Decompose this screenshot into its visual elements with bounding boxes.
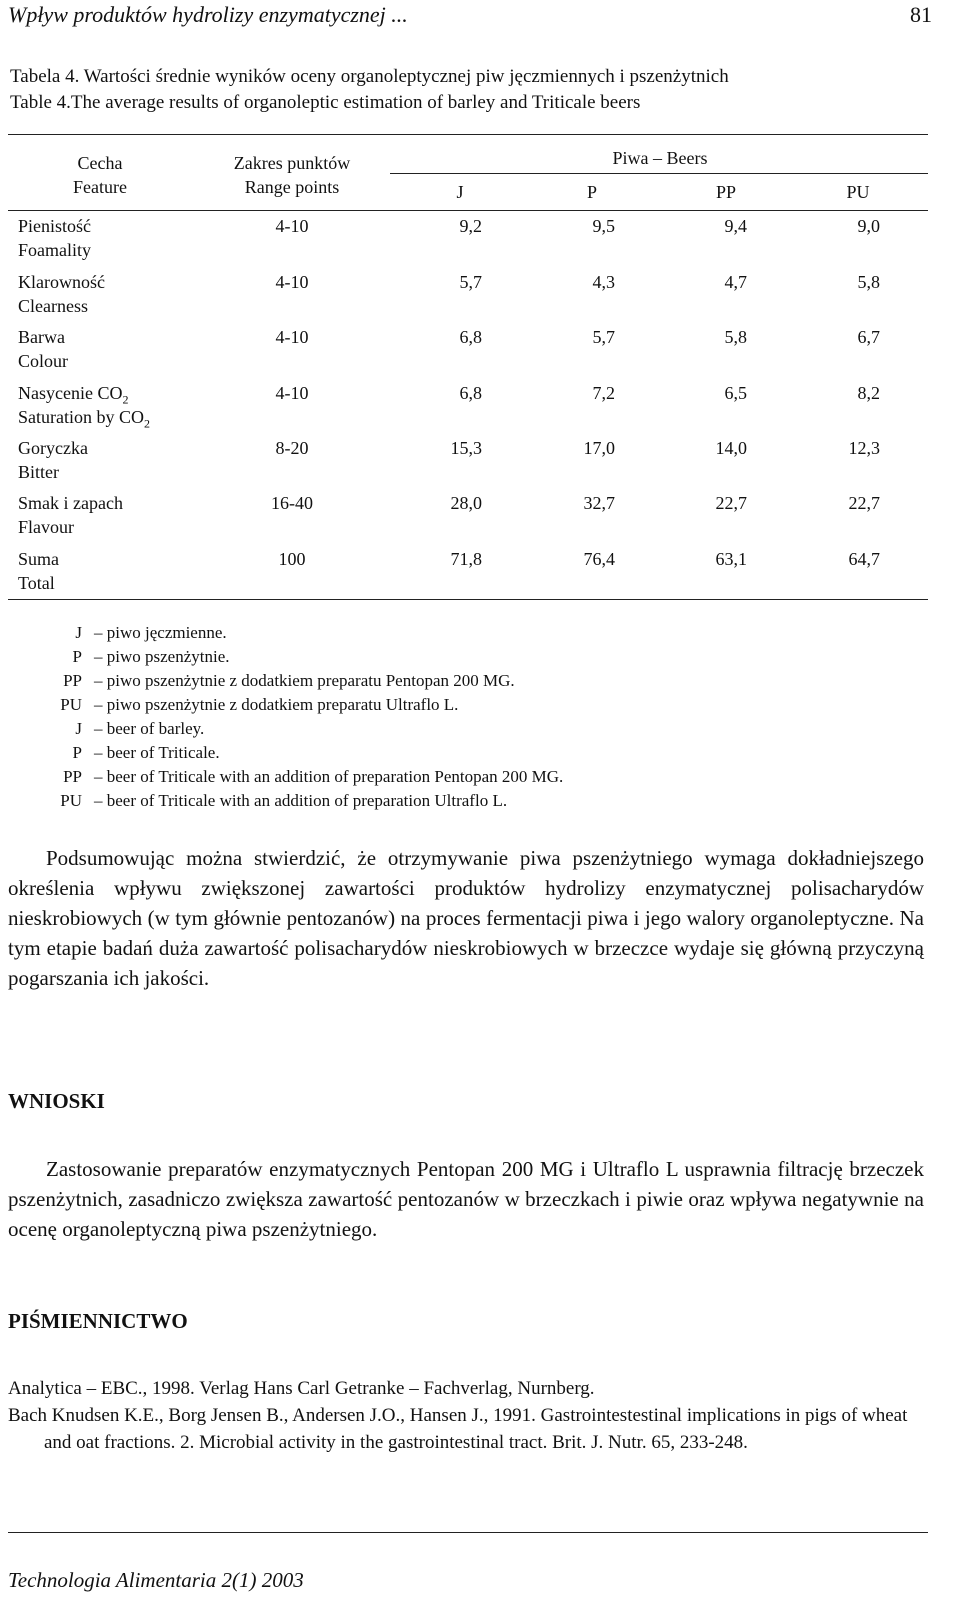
value-cell: 5,7	[592, 327, 615, 347]
feature-pl: Nasycenie $CO_2$	[18, 383, 129, 407]
range-cell: 4-10	[275, 272, 309, 292]
range-cell: 8-20	[275, 438, 309, 458]
legend-abbr: J	[75, 719, 82, 738]
feature-en: Colour	[18, 351, 69, 371]
value-cell: 71,8	[450, 549, 482, 569]
footer-rule	[8, 1532, 928, 1533]
value-cell: 6,8	[459, 383, 482, 403]
col-header-pp: PP	[715, 182, 737, 202]
feature-pl: Barwa	[18, 327, 65, 347]
range-cell: 4-10	[275, 383, 309, 403]
reference-item: Bach Knudsen K.E., Borg Jensen B., Andersen J.O., Hansen J., 1991. Gastrointestestinal implications in pigs of wheat and oat fractions. 2. Microbial activity in the gastrointestinal tract. Brit. J. Nutr. 65, 233-248.	[8, 1405, 908, 1453]
feature-en: Saturation by $CO_2$	[18, 407, 150, 431]
value-cell: 63,1	[715, 549, 747, 569]
feature-en: Clearness	[18, 296, 88, 316]
col-header-p: P	[586, 182, 598, 202]
range-cell: 100	[278, 549, 306, 569]
feature-pl: Pienistość	[18, 216, 92, 236]
conclusions-heading: WNIOSKI	[8, 1089, 105, 1113]
range-cell: 4-10	[275, 216, 309, 236]
value-cell: 17,0	[583, 438, 615, 458]
range-cell: 4-10	[275, 327, 309, 347]
legend-text: – piwo pszenżytnie.	[94, 647, 230, 666]
value-cell: 6,8	[459, 327, 482, 347]
legend-text: – beer of barley.	[94, 719, 205, 738]
value-cell: 6,5	[724, 383, 747, 403]
table-top-rule	[8, 134, 928, 135]
value-cell: 28,0	[450, 493, 482, 513]
value-cell: 22,7	[715, 493, 747, 513]
feature-en: Flavour	[18, 517, 74, 537]
legend-text: – beer of Triticale with an addition of preparation Ultraflo L.	[94, 791, 508, 810]
value-cell: 7,2	[592, 383, 615, 403]
header-feature-en: Feature	[73, 177, 127, 197]
legend-text: – piwo pszenżytnie z dodatkiem preparatu Ultraflo L.	[94, 695, 459, 714]
running-title: Wpływ produktów hydrolizy enzymatycznej ...	[8, 2, 408, 27]
page-number: 81	[910, 2, 932, 27]
feature-en: Foamality	[18, 240, 91, 260]
header-feature-pl: Cecha	[77, 153, 123, 173]
feature-en: Bitter	[18, 462, 59, 482]
value-cell: 5,8	[724, 327, 747, 347]
legend-text: – piwo jęczmienne.	[94, 623, 227, 642]
table-caption-en: Table 4.The average results of organoleptic estimation of barley and Triticale beers	[10, 92, 641, 113]
summary-paragraph: Podsumowując można stwierdzić, że otrzymywanie piwa pszenżytniego wymaga dokładniejszego określenia wpływu zwiększonej zawartości produktów hydrolizy enzymatycznej polisacharydów nieskrobiowych (w tym głównie pentozanów) na proces fermentacji piwa i jego walory organoleptyczne. Na tym etapie badań duża zawartość polisacharydów nieskrobiowych w brzeczce wydaje się główną przyczyną pogarszania ich jakości.	[8, 846, 924, 990]
value-cell: 6,7	[857, 327, 880, 347]
value-cell: 9,0	[857, 216, 880, 236]
value-cell: 5,8	[857, 272, 880, 292]
legend-abbr: J	[75, 623, 82, 642]
value-cell: 32,7	[583, 493, 615, 513]
value-cell: 9,5	[592, 216, 615, 236]
feature-pl: Goryczka	[18, 438, 88, 458]
references-heading: PIŚMIENNICTWO	[8, 1309, 188, 1333]
beers-subheader-rule	[390, 173, 928, 174]
feature-en: Total	[18, 573, 55, 593]
legend-text: – beer of Triticale.	[94, 743, 220, 762]
feature-pl: Smak i zapach	[18, 493, 123, 513]
range-cell: 16-40	[271, 493, 313, 513]
header-beers: Piwa – Beers	[612, 148, 708, 168]
col-header-pu: PU	[846, 182, 870, 202]
legend-abbr: PP	[63, 767, 82, 786]
reference-item: Analytica – EBC., 1998. Verlag Hans Carl Getranke – Fachverlag, Nurnberg.	[8, 1378, 595, 1399]
col-header-j: J	[456, 182, 464, 202]
header-range-en: Range points	[244, 177, 340, 197]
value-cell: 76,4	[583, 549, 615, 569]
value-cell: 8,2	[857, 383, 880, 403]
value-cell: 12,3	[848, 438, 880, 458]
legend-text: – piwo pszenżytnie z dodatkiem preparatu Pentopan 200 MG.	[94, 671, 515, 690]
conclusions-paragraph: Zastosowanie preparatów enzymatycznych Pentopan 200 MG i Ultraflo L usprawnia filtrację brzeczek pszenżytnich, zasadniczo zwiększa zawartość pentozanów w brzeczkach i piwie oraz wpływa negatywnie na ocenę organoleptyczną piwa pszenżytniego.	[8, 1157, 924, 1241]
value-cell: 5,7	[459, 272, 482, 292]
table-header-rule	[8, 210, 928, 211]
value-cell: 22,7	[848, 493, 880, 513]
references-list	[8, 1375, 926, 1456]
value-cell: 9,4	[724, 216, 747, 236]
feature-pl: Klarowność	[18, 272, 105, 292]
feature-pl: Suma	[18, 549, 60, 569]
legend-abbr: PU	[60, 695, 82, 714]
legend-abbr: PU	[60, 791, 82, 810]
value-cell: 64,7	[848, 549, 880, 569]
value-cell: 4,3	[592, 272, 615, 292]
journal-footer: Technologia Alimentaria 2(1) 2003	[8, 1568, 304, 1592]
legend-abbr: P	[72, 743, 82, 762]
table-bottom-rule	[8, 599, 928, 600]
value-cell: 15,3	[450, 438, 482, 458]
legend-text: – beer of Triticale with an addition of preparation Pentopan 200 MG.	[94, 767, 564, 786]
table-caption-pl: Tabela 4. Wartości średnie wyników oceny organoleptycznej piw jęczmiennych i pszenżytnich	[10, 66, 729, 87]
header-range-pl: Zakres punktów	[233, 153, 351, 173]
value-cell: 14,0	[715, 438, 747, 458]
value-cell: 4,7	[724, 272, 747, 292]
legend-abbr: PP	[63, 671, 82, 690]
value-cell: 9,2	[459, 216, 482, 236]
legend-abbr: P	[72, 647, 82, 666]
